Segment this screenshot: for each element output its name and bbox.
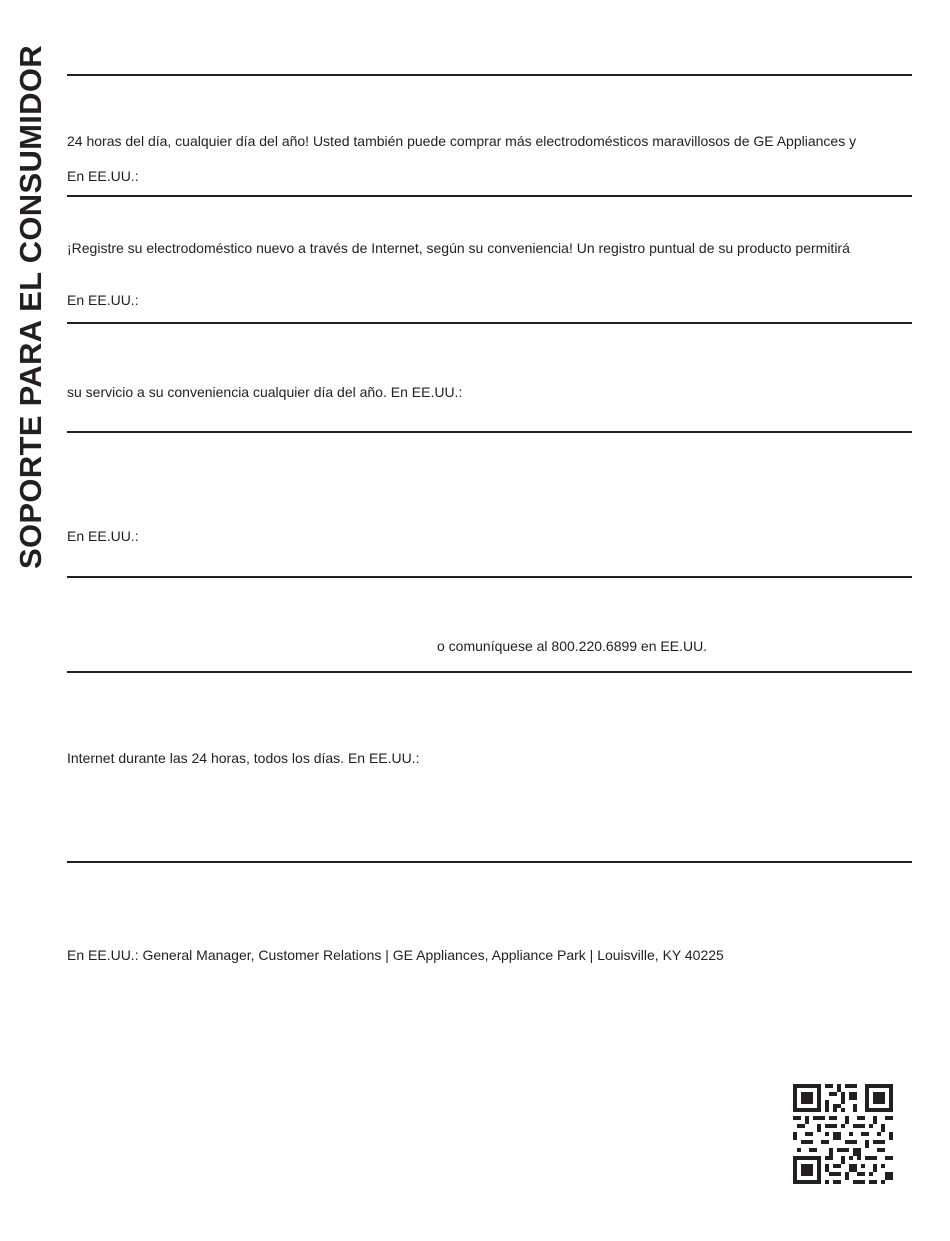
register-text-line-1: ¡Registre su electrodoméstico nuevo a través de Internet, según su conveniencia! Un registro puntual de su producto permitirá (67, 240, 850, 256)
service-text-line-1: su servicio a su conveniencia cualquier día del año. En EE.UU.: (67, 384, 463, 400)
website-text-line-1: 24 horas del día, cualquier día del año! Usted también puede comprar más electrodomésticos maravillosos de GE Appliances y (67, 133, 857, 149)
side-title-text: SOPORTE PARA EL CONSUMIDOR (13, 45, 48, 569)
contact-text-line-1: En EE.UU.: General Manager, Customer Relations | GE Appliances, Appliance Park | Louisville, KY 40225 (67, 947, 724, 963)
parts-text-line-1: Internet durante las 24 horas, todos los días. En EE.UU.: (67, 750, 420, 766)
section-divider (67, 322, 912, 324)
website-text-line-2: En EE.UU.: (67, 168, 139, 184)
qr-code-icon (793, 1084, 893, 1184)
section-divider (67, 576, 912, 578)
section-divider (67, 195, 912, 197)
section-divider (67, 431, 912, 433)
phone-text-line-1: o comuníquese al 800.220.6899 en EE.UU. (437, 638, 708, 654)
extended-warranty-text-line-1: En EE.UU.: (67, 528, 139, 544)
register-text-line-2: En EE.UU.: (67, 292, 139, 308)
section-divider (67, 74, 912, 76)
side-title (8, 37, 54, 577)
section-divider (67, 671, 912, 673)
section-divider (67, 861, 912, 863)
